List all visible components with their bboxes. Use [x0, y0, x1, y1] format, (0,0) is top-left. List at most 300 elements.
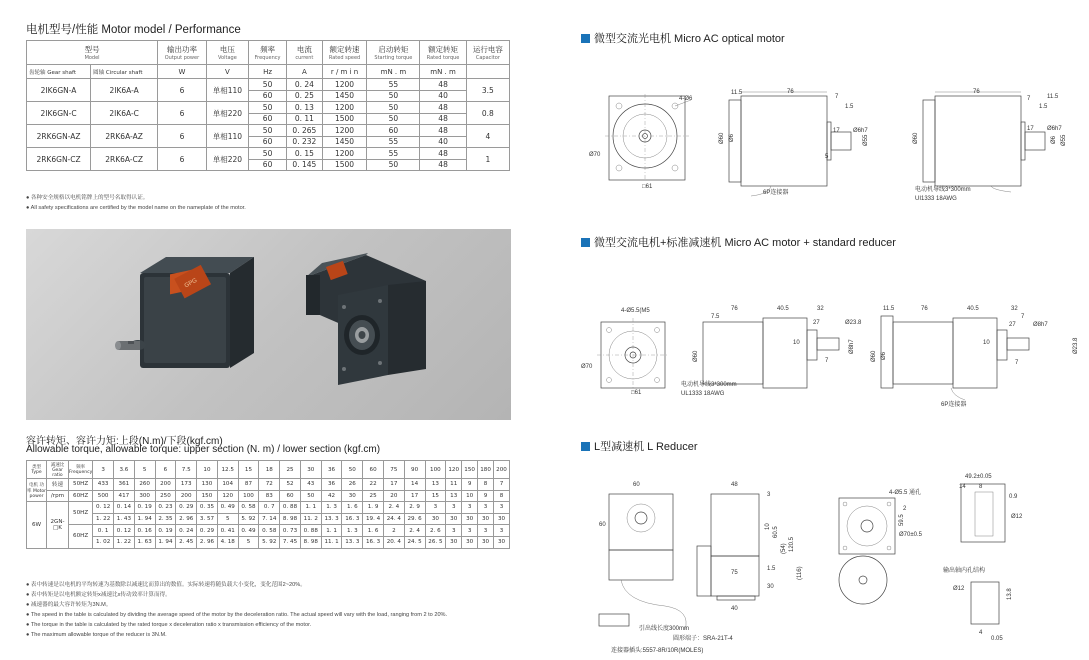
table-row: [27, 536, 510, 548]
perf-header: 型号 Model: [27, 41, 158, 65]
perf-unit: V: [206, 65, 248, 79]
table-cell: 0. 29: [197, 525, 218, 537]
perf-unit: 齿轮轴 Gear shaft: [27, 65, 91, 79]
table-cell: 3: [478, 502, 494, 514]
table-cell: 1. 02: [93, 536, 114, 548]
table-cell: 50: [249, 102, 287, 114]
table-cell: 2RK6A-CZ: [91, 148, 158, 171]
table-cell: 2. 35: [155, 513, 176, 525]
drawing-l-reducer: [581, 470, 1081, 656]
table-row: [27, 148, 510, 160]
table-cell: 50: [249, 79, 287, 91]
torque-note: ● The torque in the table is calculated by the rated torque x deceleration ratio x transmission efficiency of the motor.: [26, 622, 312, 628]
table-cell: 20: [383, 490, 404, 502]
table-cell: 1450: [322, 90, 367, 102]
dim-label: 连接器插头:5557-8R/10R(MOLES): [611, 648, 704, 654]
table-cell: 26: [342, 479, 363, 491]
perf-unit: mN . m: [367, 65, 420, 79]
table-cell: 0. 41: [217, 525, 238, 537]
table-cell: 0. 265: [287, 125, 323, 137]
perf-unit: W: [158, 65, 207, 79]
dim-label: Ø6h7: [1047, 126, 1062, 132]
table-cell: 48: [420, 79, 466, 91]
table-cell: 0. 16: [134, 525, 155, 537]
dim-label: 0.05: [991, 636, 1003, 642]
table-cell: 173: [176, 479, 197, 491]
table-cell: 16. 3: [363, 536, 384, 548]
dim-label: 27: [813, 320, 820, 326]
dim-label: Ø23.8: [845, 320, 862, 326]
dim-label: 49.2±0.05: [965, 474, 992, 480]
dim-label: Ø6: [881, 351, 887, 360]
ratio-cell: 36: [321, 461, 342, 479]
torque-note: ● The speed in the table is calculated by dividing the average speed of the motor by the deceleration ratio. The actual speed will vary with the load, ranging from 2 to 20%.: [26, 612, 448, 618]
torque-note: ● 表中转矩是以电机额定转矩x减速比x传动效率计算而得。: [26, 592, 171, 598]
table-cell: 2GN-□K: [47, 502, 69, 548]
ratio-cell: 60: [363, 461, 384, 479]
table-cell: 200: [176, 490, 197, 502]
dim-label: 电动机导线3*300mm: [681, 382, 737, 388]
table-cell: 48: [420, 125, 466, 137]
table-cell: 13: [446, 490, 462, 502]
dim-label: Ø70: [581, 364, 593, 370]
table-cell: 2RK6GN-CZ: [27, 148, 91, 171]
table-cell: 72: [259, 479, 280, 491]
perf-header: 运行电容 Capacitor: [466, 41, 509, 65]
table-row: [27, 490, 510, 502]
table-cell: 0. 49: [238, 525, 259, 537]
table-cell: 8: [494, 490, 510, 502]
table-cell: 433: [93, 479, 114, 491]
table-cell: 17: [383, 479, 404, 491]
table-cell: /rpm: [47, 490, 69, 502]
dim-label: 7: [825, 358, 829, 364]
table-cell: 19. 4: [363, 513, 384, 525]
table-cell: 36: [321, 479, 342, 491]
dim-label: 11.5: [731, 90, 743, 96]
drawing-reducer-motor: [581, 300, 1081, 408]
table-cell: 30: [462, 536, 478, 548]
table-cell: 48: [420, 159, 466, 171]
ratio-cell: 50: [342, 461, 363, 479]
table-cell: 24. 5: [404, 536, 425, 548]
table-cell: 40: [420, 136, 466, 148]
table-cell: 3: [478, 525, 494, 537]
table-row: [27, 525, 510, 537]
section-marker-icon: [581, 442, 590, 451]
table-cell: 0. 1: [93, 525, 114, 537]
table-cell: 42: [321, 490, 342, 502]
table-cell: 0. 35: [197, 502, 218, 514]
motor-left: [115, 257, 254, 368]
table-cell: 5: [238, 536, 259, 548]
table-cell: 60: [280, 490, 301, 502]
table-cell: 0. 145: [287, 159, 323, 171]
dim-label: 10: [983, 340, 990, 346]
performance-title: 电机型号/性能 Motor model / Performance: [26, 24, 241, 36]
table-cell: 1. 43: [114, 513, 135, 525]
dim-label: Ø60: [693, 350, 699, 362]
table-cell: 20. 4: [383, 536, 404, 548]
dim-label: 17: [833, 128, 840, 134]
table-cell: 60: [249, 90, 287, 102]
table-cell: 单相220: [206, 102, 248, 125]
table-cell: 0. 13: [287, 102, 323, 114]
dim-label: (54): [781, 543, 787, 554]
section-title-l-reducer: [581, 438, 698, 454]
table-cell: 3: [425, 502, 446, 514]
table-row: [27, 102, 510, 114]
table-cell: 6: [158, 148, 207, 171]
dim-label: 120.5: [789, 536, 795, 552]
table-cell: 0. 73: [280, 525, 301, 537]
dim-label: Ø60: [871, 350, 877, 362]
table-row: [27, 502, 510, 514]
table-cell: 单相110: [206, 79, 248, 102]
table-cell: 6: [158, 102, 207, 125]
dim-label: 4-Ø5.5 通孔: [889, 490, 922, 496]
table-cell: 转速: [47, 479, 69, 491]
dim-label: 1.5: [845, 104, 854, 110]
motor-right: [306, 253, 426, 385]
table-cell: 1. 63: [134, 536, 155, 548]
torque-title-cn: 容许转矩、容许力矩:上段(N.m)/下段(kgf.cm): [26, 436, 223, 447]
performance-notes: [26, 193, 246, 213]
table-cell: 48: [420, 113, 466, 125]
dim-label: 60: [599, 522, 606, 528]
dim-label: 4-Ø6: [679, 96, 693, 102]
dim-label: 输出轴内孔结构: [943, 568, 986, 574]
table-cell: 1. 3: [342, 525, 363, 537]
table-cell: 14: [404, 479, 425, 491]
dim-label: 32: [817, 306, 824, 312]
dim-label: 17: [1027, 126, 1034, 132]
dim-label: □61: [642, 184, 653, 190]
dim-label: 7: [1015, 360, 1019, 366]
dim-label: (116): [797, 566, 803, 580]
table-cell: 11. 1: [321, 536, 342, 548]
table-cell: 3: [462, 502, 478, 514]
table-cell: 单相110: [206, 125, 248, 148]
dim-label: 76: [731, 306, 738, 312]
table-cell: 5: [217, 513, 238, 525]
table-cell: 300: [134, 490, 155, 502]
perf-unit: r / m i n: [322, 65, 367, 79]
table-cell: 1200: [322, 148, 367, 160]
table-cell: 1. 94: [134, 513, 155, 525]
table-cell: 52: [280, 479, 301, 491]
table-cell: 260: [134, 479, 155, 491]
table-cell: 4. 18: [217, 536, 238, 548]
dim-label: UL1333 18AWG: [681, 391, 725, 397]
ratio-cell: 18: [259, 461, 280, 479]
perf-note: ● 各种安全规格以电机铭牌上的型号名取得认证。: [26, 195, 149, 201]
table-cell: 类型 Type: [27, 461, 47, 479]
table-cell: 2. 4: [383, 502, 404, 514]
dim-label: 10: [793, 340, 800, 346]
ratio-cell: 150: [462, 461, 478, 479]
section-marker-icon: [581, 34, 590, 43]
table-cell: 3. 57: [197, 513, 218, 525]
dim-label: 6P连接器: [941, 402, 967, 408]
dim-label: 76: [973, 89, 980, 95]
dim-label: Ø12: [953, 586, 965, 592]
table-cell: 13. 3: [321, 513, 342, 525]
table-cell: 60: [249, 113, 287, 125]
dim-label: 4-Ø5.5(M5: [621, 308, 650, 314]
table-cell: 22: [363, 479, 384, 491]
table-cell: 1. 9: [363, 502, 384, 514]
ratio-cell: 3.6: [114, 461, 135, 479]
dim-label: Ø55: [863, 134, 869, 146]
table-cell: 1. 22: [93, 513, 114, 525]
table-cell: 361: [114, 479, 135, 491]
table-cell: 15: [425, 490, 446, 502]
table-cell: 5. 92: [238, 513, 259, 525]
dim-label: 60: [633, 482, 640, 488]
dim-label: Ø12: [1011, 514, 1023, 520]
perf-unit: A: [287, 65, 323, 79]
table-cell: 0. 7: [259, 502, 280, 514]
dim-label: 13.8: [1007, 588, 1013, 600]
table-cell: 30: [425, 513, 446, 525]
table-cell: 1500: [322, 159, 367, 171]
dim-label: Ø70±0.5: [899, 532, 922, 538]
table-cell: 50HZ: [69, 479, 93, 491]
perf-unit: Hz: [249, 65, 287, 79]
dim-label: 圆形端子：SRA-21T-4: [673, 636, 733, 642]
table-cell: 3.5: [466, 79, 509, 102]
table-cell: 0. 49: [217, 502, 238, 514]
table-cell: 104: [217, 479, 238, 491]
torque-note: ● The maximum allowable torque of the reducer is 3N.M.: [26, 632, 167, 638]
dim-label: 75: [731, 570, 738, 576]
section-title-optical: [581, 30, 785, 46]
ratio-cell: 3: [93, 461, 114, 479]
dim-label: 40: [731, 606, 738, 612]
table-cell: 2: [383, 525, 404, 537]
table-cell: 30: [446, 536, 462, 548]
table-cell: 100: [238, 490, 259, 502]
table-cell: 单相220: [206, 148, 248, 171]
perf-header: 额定转矩 Rated torque: [420, 41, 466, 65]
table-cell: 6W: [27, 502, 47, 548]
table-cell: 1200: [322, 125, 367, 137]
table-cell: 0. 25: [287, 90, 323, 102]
dim-label: 60.5: [773, 526, 779, 538]
table-cell: 43: [300, 479, 321, 491]
table-cell: 2IK6GN-A: [27, 79, 91, 102]
table-cell: 500: [93, 490, 114, 502]
perf-unit: [466, 65, 509, 79]
table-cell: 7. 14: [259, 513, 280, 525]
table-cell: 1500: [322, 113, 367, 125]
table-row: [27, 513, 510, 525]
table-cell: 26. 5: [425, 536, 446, 548]
table-cell: 0. 23: [155, 502, 176, 514]
table-cell: 30: [494, 513, 510, 525]
table-cell: 30: [462, 513, 478, 525]
dim-label: 7: [1021, 314, 1025, 320]
section-marker-icon: [581, 238, 590, 247]
table-cell: 50: [367, 102, 420, 114]
ratio-cell: 180: [478, 461, 494, 479]
dim-label: Ø6: [1051, 135, 1057, 144]
table-cell: 0. 14: [114, 502, 135, 514]
torque-note: ● 减速器的最大容许转矩为3N.M。: [26, 602, 112, 608]
table-cell: 2RK6GN-AZ: [27, 125, 91, 148]
dim-label: □61: [631, 390, 642, 396]
table-cell: 10: [462, 490, 478, 502]
table-row: [27, 79, 510, 91]
section-title-text: 微型交流光电机 Micro AC optical motor: [594, 33, 785, 45]
table-cell: 30: [446, 513, 462, 525]
table-cell: 0. 58: [259, 525, 280, 537]
perf-header: 额定转速 Rated speed: [322, 41, 367, 65]
ratio-cell: 15: [238, 461, 259, 479]
table-cell: 1: [466, 148, 509, 171]
table-cell: 2. 96: [176, 513, 197, 525]
table-cell: 130: [197, 479, 218, 491]
table-cell: 1. 94: [155, 536, 176, 548]
dim-label: 32: [1011, 306, 1018, 312]
dim-label: 76: [921, 306, 928, 312]
dim-label: 27: [1009, 322, 1016, 328]
dim-label: 14: [959, 484, 966, 490]
table-cell: 0. 29: [176, 502, 197, 514]
ratio-cell: 7.5: [176, 461, 197, 479]
table-cell: 3: [494, 525, 510, 537]
section-title-text: L型减速机 L Reducer: [594, 441, 698, 453]
table-cell: 3: [446, 502, 462, 514]
table-cell: 2RK6A-AZ: [91, 125, 158, 148]
table-cell: 60: [249, 159, 287, 171]
table-cell: 1. 1: [300, 502, 321, 514]
dim-label: 59.5: [899, 514, 905, 526]
drawing-optical-motor: [581, 84, 1081, 209]
perf-unit: mN . m: [420, 65, 466, 79]
table-cell: 7. 45: [280, 536, 301, 548]
table-cell: 2IK6A-A: [91, 79, 158, 102]
table-cell: 0.8: [466, 102, 509, 125]
table-cell: 50: [249, 125, 287, 137]
table-cell: 25: [363, 490, 384, 502]
table-cell: 50: [367, 90, 420, 102]
ratio-cell: 5: [134, 461, 155, 479]
table-cell: 30: [478, 513, 494, 525]
dim-label: 11.5: [883, 306, 895, 312]
torque-notes: [26, 580, 447, 640]
table-cell: 200: [155, 479, 176, 491]
table-cell: 417: [114, 490, 135, 502]
table-cell: 电机 功率 Motor power: [27, 479, 47, 502]
table-cell: 50: [249, 148, 287, 160]
table-cell: 30: [342, 490, 363, 502]
table-cell: 16. 3: [342, 513, 363, 525]
table-cell: 0. 11: [287, 113, 323, 125]
dim-label: Ø8h7: [1033, 322, 1048, 328]
table-cell: 55: [367, 136, 420, 148]
dim-label: Ø23.8: [1073, 337, 1079, 354]
table-cell: 60: [249, 136, 287, 148]
ratio-cell: 200: [494, 461, 510, 479]
dim-label: 1.5: [1039, 104, 1048, 110]
table-cell: 50HZ: [69, 502, 93, 525]
table-cell: 6: [158, 125, 207, 148]
ratio-cell: 30: [300, 461, 321, 479]
table-cell: 2IK6A-C: [91, 102, 158, 125]
perf-note: ● All safety specifications are certified by the model name on the nameplate of the motor.: [26, 205, 246, 211]
dim-label: 7: [835, 94, 839, 100]
dim-label: 5: [825, 154, 829, 160]
perf-header: 频率 Frequency: [249, 41, 287, 65]
torque-table: [26, 460, 510, 549]
ratio-cell: 75: [383, 461, 404, 479]
table-cell: 40: [420, 90, 466, 102]
table-cell: 0. 15: [287, 148, 323, 160]
table-cell: 3: [446, 525, 462, 537]
perf-header: 启动转矩 Starting torque: [367, 41, 420, 65]
table-cell: 9: [462, 479, 478, 491]
table-cell: 30: [478, 536, 494, 548]
table-cell: 1200: [322, 102, 367, 114]
dim-label: 40.5: [777, 306, 789, 312]
table-cell: 3: [462, 525, 478, 537]
table-cell: 2. 6: [425, 525, 446, 537]
table-cell: 120: [217, 490, 238, 502]
table-cell: 3: [494, 502, 510, 514]
table-cell: 4: [466, 125, 509, 148]
table-cell: 30: [494, 536, 510, 548]
table-cell: 0. 12: [93, 502, 114, 514]
table-cell: 2IK6GN-C: [27, 102, 91, 125]
dim-label: 电动机导线3*300mm: [915, 187, 971, 193]
dim-label: Ø6: [729, 133, 735, 142]
table-cell: 0. 88: [280, 502, 301, 514]
table-cell: 50: [367, 113, 420, 125]
table-cell: 1. 6: [363, 525, 384, 537]
table-cell: 1200: [322, 79, 367, 91]
table-cell: 0. 88: [300, 525, 321, 537]
dim-label: 0.9: [1009, 494, 1018, 500]
table-cell: 1. 3: [321, 502, 342, 514]
performance-table: [26, 40, 510, 171]
table-cell: 7: [494, 479, 510, 491]
table-cell: 9: [478, 490, 494, 502]
table-cell: 2. 4: [404, 525, 425, 537]
perf-unit: 圆轴 Circular shaft: [91, 65, 158, 79]
table-cell: 50: [300, 490, 321, 502]
table-cell: 0. 24: [287, 79, 323, 91]
table-cell: 0. 12: [114, 525, 135, 537]
ratio-cell: 12.5: [217, 461, 238, 479]
perf-header: 电流 current: [287, 41, 323, 65]
table-cell: 0. 232: [287, 136, 323, 148]
dim-label: 7.5: [711, 314, 720, 320]
table-cell: 13. 3: [342, 536, 363, 548]
dim-label: Ø6h7: [853, 128, 868, 134]
table-cell: 83: [259, 490, 280, 502]
table-cell: 1450: [322, 136, 367, 148]
ratio-cell: 120: [446, 461, 462, 479]
ratio-cell: 10: [197, 461, 218, 479]
table-cell: 29. 6: [404, 513, 425, 525]
table-cell: 11. 2: [300, 513, 321, 525]
table-cell: 2. 96: [197, 536, 218, 548]
table-cell: 1. 6: [342, 502, 363, 514]
ratio-cell: 25: [280, 461, 301, 479]
table-cell: 55: [367, 148, 420, 160]
